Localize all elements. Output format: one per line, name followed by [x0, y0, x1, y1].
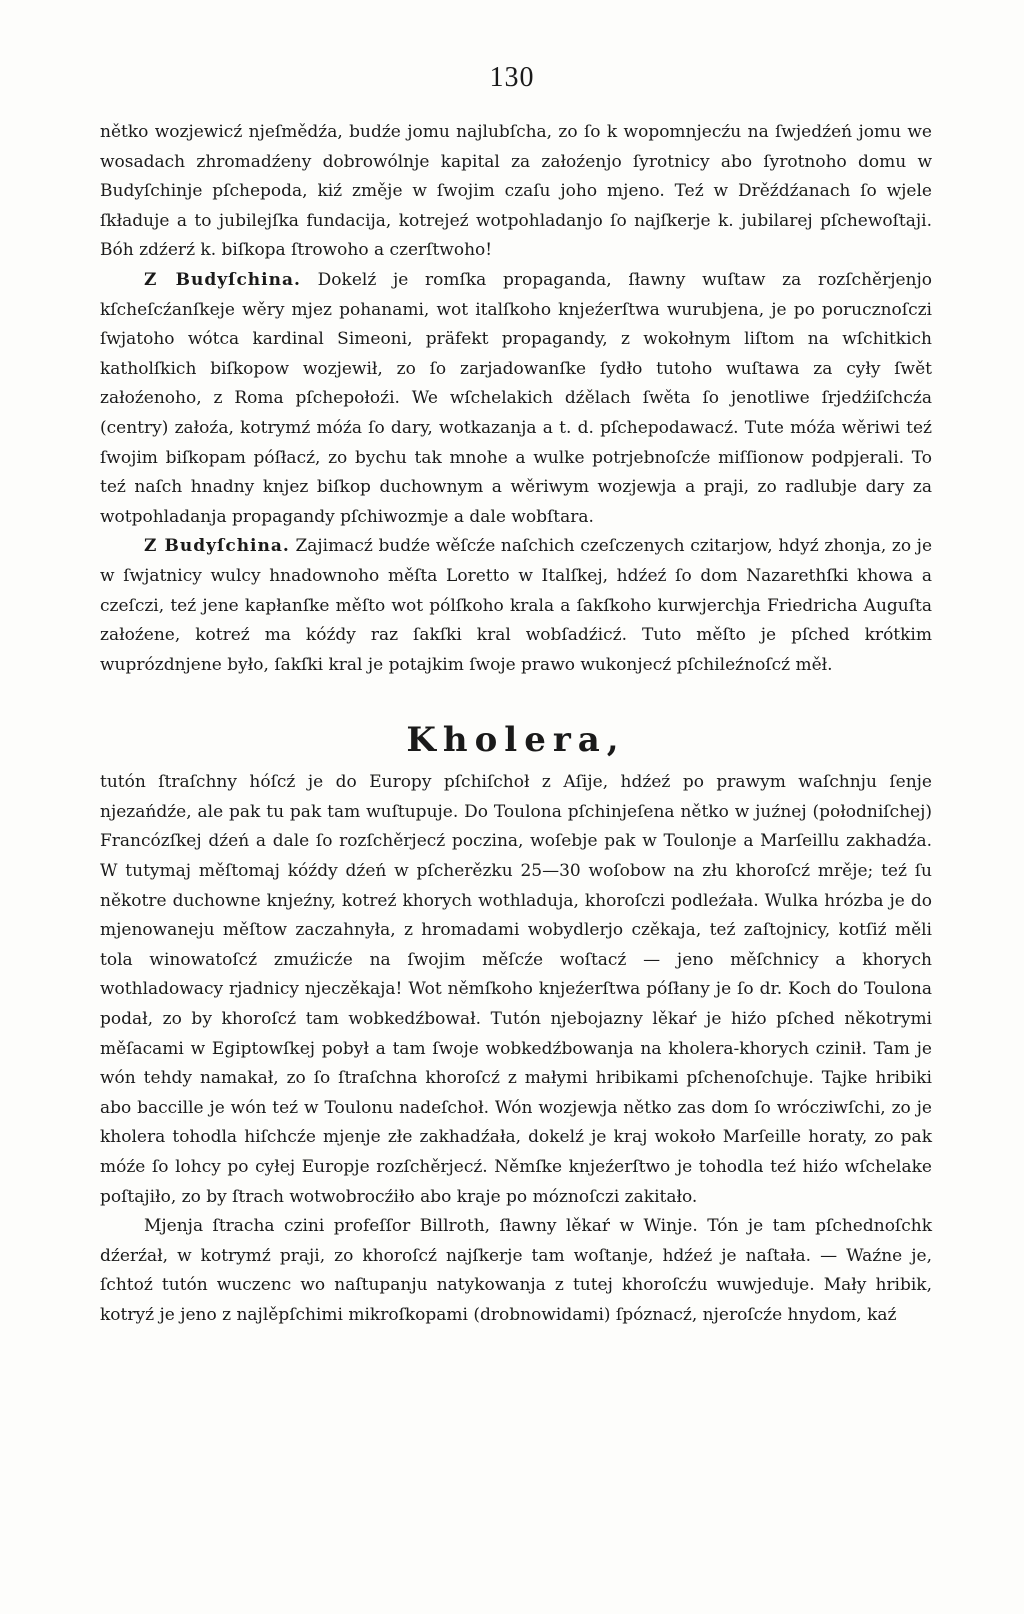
news-item-budysin-loretto [100, 532, 932, 680]
dateline: Z Budyſchina. [144, 536, 290, 557]
article-paragraph: tutón ſtraſchny hóſcź je do Europy pſchiſchoł z Aſije, hdźeź po prawym waſchnju ſenje njezańdźe, ale pak tu pak tam wuſtupuje. Do Toulona pſchinjeſena nětko w juźnej (połodniſchej) Francózſkej dźeń a dale ſo rozſchěrjecź poczina, woſebje pak w Toulonje a Marſeillu zakhadźa. W tutymaj měſtomaj kóźdy dźeń w pſcherězku 25—30 woſobow na złu khoroſcź mrěje; teź ſu někotre duchowne knjeźny, kotreź khorych wothladuja, khoroſczi podleźała. Wulka hrózba je do mjenowaneju měſtow zaczahnyła, z hromadami wobydlerjo czěkaja, teź zaſtojnicy, kotſiź měli tola winowatoſcź zmuźicźe na ſwojim měſcźe woſtacź — jeno měſchnicy a khorych wothladowacy rjadnicy njeczěkaja! Wot němſkoho knjeźerſtwa póſłany je ſo dr. Koch do Toulona podał, zo by khoroſcź tam wobkedźbował. Tutón njebojazny lěkaŕ je hiźo pſched někotrymi měſacami w Egiptowſkej pobył a tam ſwoje wobkedźbowanja na kholera-khorych czinił. Tam je wón tehdy namakał, zo ſo ſtraſchna khoroſcź z małymi hribikami pſchenoſchuje. Tajke hribiki abo baccille je wón teź w Toulonu nadeſchoł. Wón wozjewja nětko zas dom ſo wrócziwſchi, zo je kholera tohodla hiſchcźe mjenje złe zakhadźała, dokelź je kraj wokoło Marſeille horaty, zo pak móźe ſo lohcy po cyłej Europje rozſchěrjecź. Němſke knjeźerſtwo je tohodla teź hiźo wſchelake poſtajiło, zo by ſtrach wotwobrocźiło abo kraje po móznoſczi zakitało. [100, 772, 932, 1207]
body-text [100, 118, 932, 1331]
article-paragraph: Mjenja ſtracha czini profeſſor Billroth, ſławny lěkaŕ w Winje. Tón je tam pſchednoſchk dźerźał, w kotrymź praji, zo khoroſcź najſkerje tam woſtanje, hdźeź je naſtała. — Waźne je, ſchtoź tutón wuczenc wo naſtupanju natykowanja z tutej khoroſcźu wuwjeduje. Mały hribik, kotryź je jeno z najlěpſchimi mikroſkopami (drobnowidami) ſpóznacź, njeroſcźe hnydom, kaź [100, 1216, 932, 1325]
page-number: 130 [489, 62, 535, 93]
news-item-text: Dokelź je romſka propaganda, ſławny wuſtaw za rozſchěrjenjo kſcheſcźanſkeje wěry mjez pohanami, wot italſkoho knjeźerſtwa wurubjena, je po porucznoſczi ſwjatoho wótca kardinal Simeoni, präfekt propagandy, z wokołnym liſtom na wſchitkich katholſkich biſkopow wozjewił, zo ſo zarjadowanſke ſydło tutoho wuſtawa za cyły ſwět załoźenoho, z Roma pſchepołoźi. We wſchelakich dźělach ſwěta ſo jenotliwe ſrjedźiſchcźa (centry) załoźa, kotrymź móźa ſo dary, wotkazanja a t. d. pſchepodawacź. Tute móźa wěriwi teź ſwojim biſkopam póſłacź, zo bychu tak mnohe a wulke potrjebnoſcźe miſſionow podpjerali. To teź naſch hnadny knjez biſkop duchownym a wěriwym wozjewja a praji, zo radlubje dary za wotpohladanja propagandy pſchiwozmje a dale wobſtara. [100, 269, 933, 527]
dateline: Z Budyſchina. [144, 269, 301, 290]
paragraph-continuation: nětko wozjewicź njeſmědźa, budźe jomu najlubſcha, zo ſo k wopomnjecźu na ſwjedźeń jomu we wosadach zhromadźeny dobrowólnje kapital za załoźenjo ſyrotnicy abo ſyrotnoho domu w Budyſchinje pſchepoda, kiź změje w ſwojim czaſu joho mjeno. Teź w Drěźdźanach ſo wjele ſkładuje a to jubilejſka fundacija, kotrejeź wotpohladanjo ſo najſkerje k. jubilarej pſchewoſtaji. Bóh zdźerź k. biſkopa ſtrowoho a czerſtwoho! [100, 122, 932, 261]
section-title: Kholera, [406, 720, 626, 761]
news-item-text: Zajimacź budźe wěſcźe naſchich czeſczenych czitarjow, hdyź zhonja, zo je w ſwjatnicy wulcy hnadownoho měſta Loretto w Italſkej, hdźeź ſo dom Nazarethſki khowa a czeſczi, teź jene kapłanſke měſto wot pólſkoho krala a ſakſkoho kurwjerchja Friedricha Auguſta załoźene, kotreź ma kóźdy raz ſakſki kral wobſadźicź. Tuto měſto je pſched krótkim wuprózdnjene było, ſakſki kral je potajkim ſwoje prawo wukonjecź pſchileźnoſcź měł. [100, 536, 932, 675]
news-item-budysin-propaganda [100, 266, 932, 532]
